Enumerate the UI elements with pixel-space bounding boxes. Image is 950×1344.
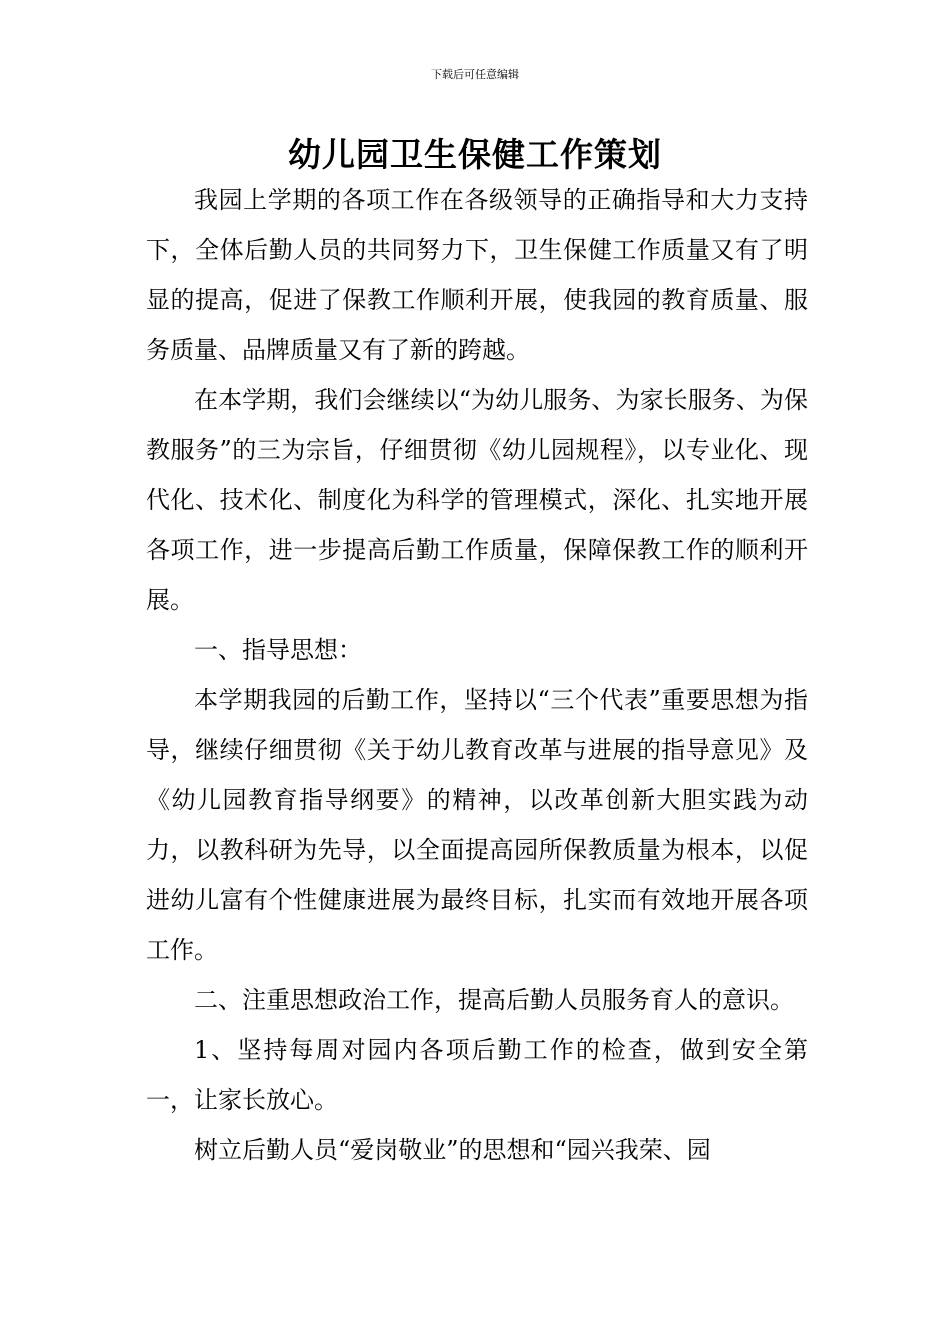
paragraph-intro: 我园上学期的各项工作在各级领导的正确指导和大力支持下，全体后勤人员的共同努力下，卫生保健工作质量又有了明显的提高，促进了保教工作顺利开展，使我园的教育质量、服务质量、品牌质量又有了新的跨越。 (146, 186, 808, 364)
header-note: 下载后可任意编辑 (431, 68, 519, 81)
section-heading-political-work: 二、注重思想政治工作，提高后勤人员服务育人的意识。 (194, 986, 794, 1014)
paragraph-guiding-ideology: 本学期我园的后勤工作，坚持以“三个代表”重要思想为指导，继续仔细贯彻《关于幼儿教育改革与进展的指导意见》及《幼儿园教育指导纲要》的精神，以改革创新大胆实践为动力，以教科研为先导，以全面提高园所保教质量为根本，以促进幼儿富有个性健康进展为最终目标，扎实而有效地开展各项工作。 (146, 686, 808, 964)
section-heading-guiding-ideology: 一、指导思想： (194, 636, 362, 664)
document-body (146, 175, 808, 1175)
paragraph-weekly-inspection: 1、坚持每周对园内各项后勤工作的检查，做到安全第一，让家长放心。 (146, 1036, 808, 1114)
paragraph-semester-plan: 在本学期，我们会继续以“为幼儿服务、为家长服务、为保教服务”的三为宗旨，仔细贯彻《幼儿园规程》，以专业化、现代化、技术化、制度化为科学的管理模式，深化、扎实地开展各项工作，进一步提高后勤工作质量，保障保教工作的顺利开展。 (146, 386, 808, 614)
page-title: 幼儿园卫生保健工作策划 (288, 135, 662, 174)
paragraph-dedication: 树立后勤人员“爱岗敬业”的思想和“园兴我荣、园 (194, 1136, 711, 1164)
